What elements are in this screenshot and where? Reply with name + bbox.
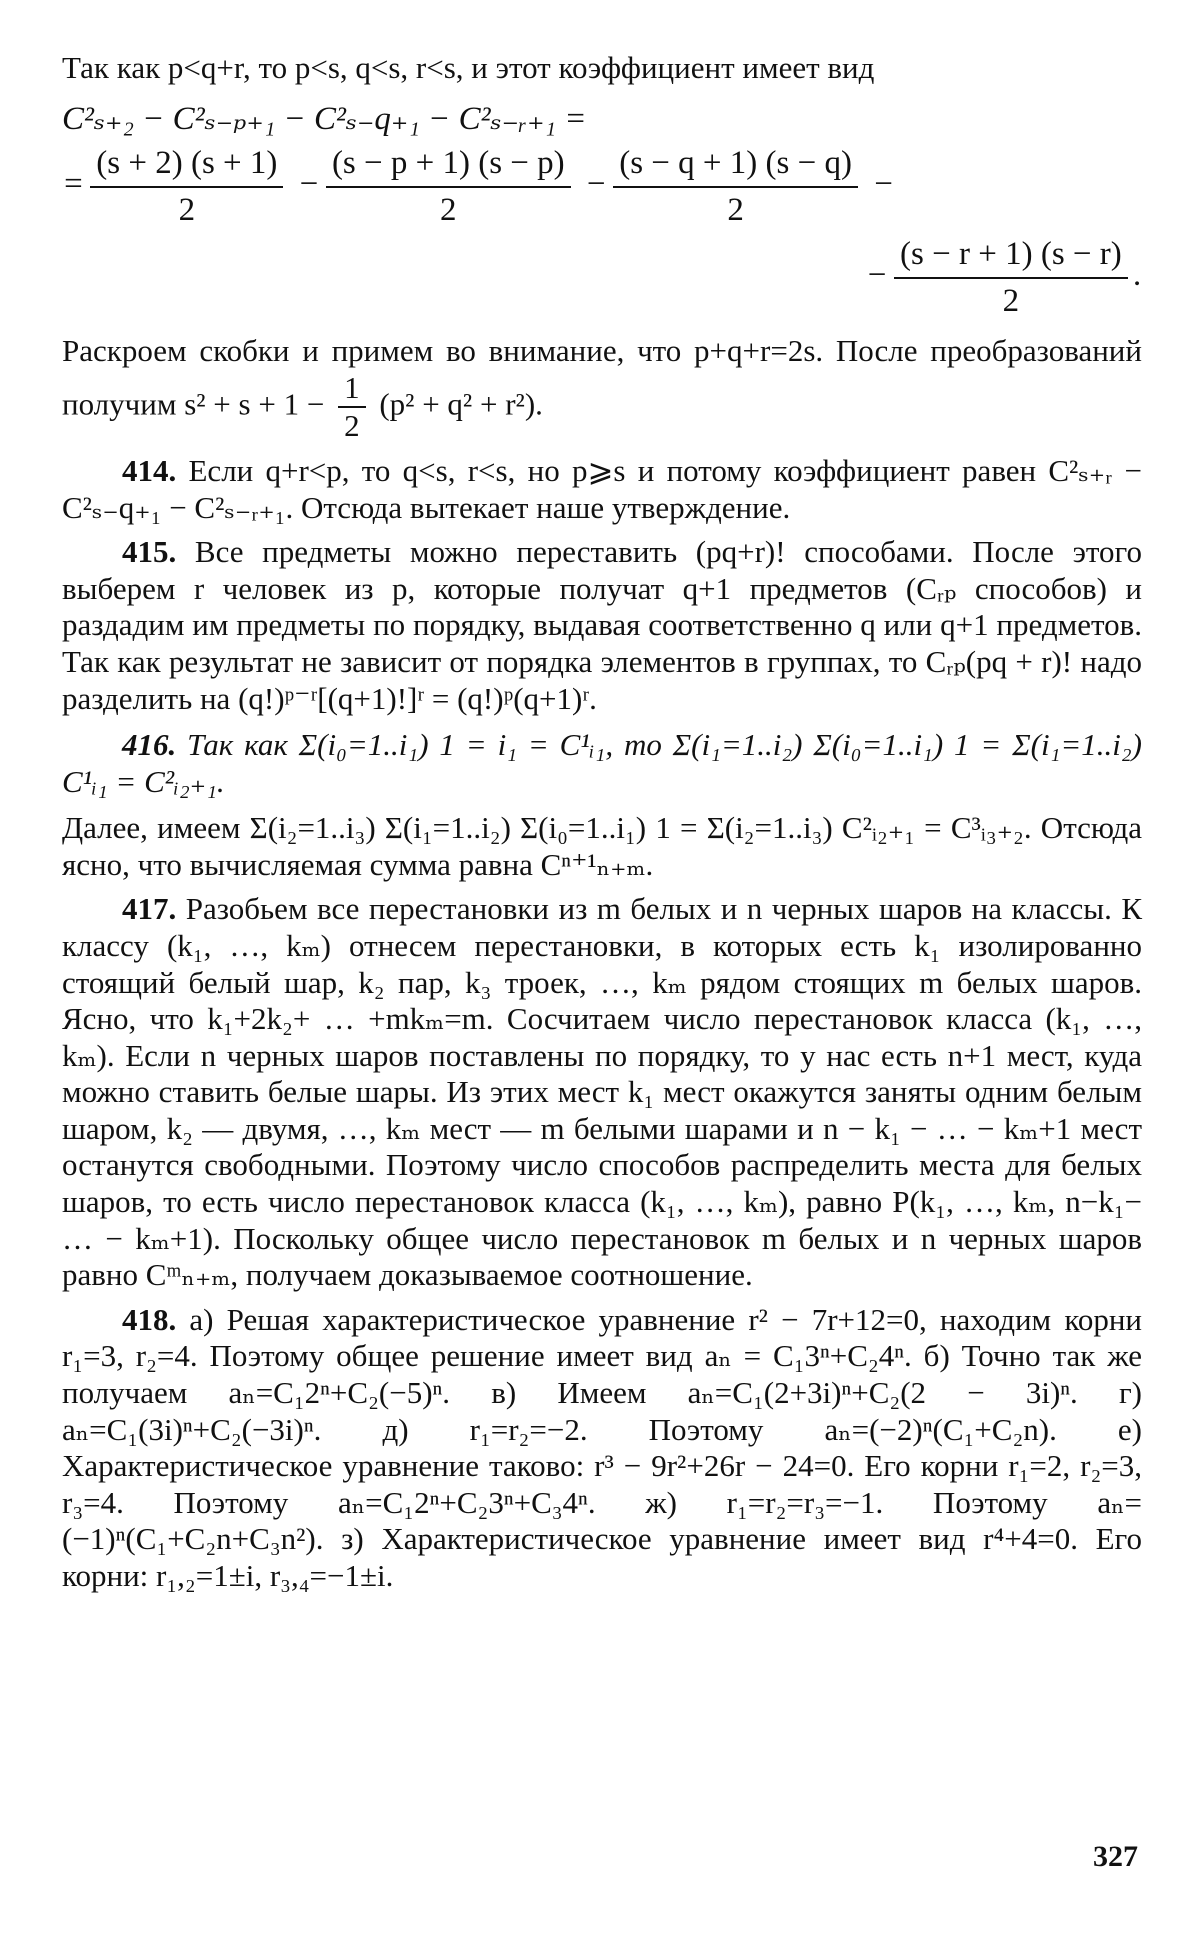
fraction-term-1: $\frac{(s + 2) (s + 1)}{2}$	[90, 141, 283, 232]
formula-line-3: − $\frac{(s - r + 1) (s - r)}{2}$ .	[62, 232, 1142, 323]
fraction-term-4: $\frac{(s - r + 1) (s - r)}{2}$	[894, 232, 1128, 323]
fraction-term-3: $\frac{(s - q + 1) (s - q)}{2}$	[613, 141, 858, 232]
formula-line-2: = $\frac{(s + 2) (s + 1)}{2}$ − $\frac{(s - p + 1) (s - p)}{2}$ − $\frac{(s - q + 1) (s - q)}{2}$ −	[62, 141, 1142, 232]
problem-418: 418. а) Решая характеристическое уравнение r² − 7r+12=0, находим корни r₁=3, r₂=4. Поэтому общее решение имеет вид aₙ = C₁3ⁿ+C₂4ⁿ. б) Точно так же получаем aₙ=C₁2ⁿ+C₂(−5)ⁿ. в) Имеем aₙ=C₁(2+3i)ⁿ+C₂(2 − 3i)ⁿ. г) aₙ=C₁(3i)ⁿ+C₂(−3i)ⁿ. д) r₁=r₂=−2. Поэтому aₙ=(−2)ⁿ(C₁+C₂n). е) Характеристическое уравнение таково: r³ − 9r²+26r − 24=0. Его корни r₁=2, r₂=3, r₃=4. Поэтому aₙ=C₁2ⁿ+C₂3ⁿ+C₃4ⁿ. ж) r₁=r₂=r₃=−1. Поэтому aₙ=(−1)ⁿ(C₁+C₂n+C₃n²). з) Характеристическое уравнение имеет вид r⁴+4=0. Его корни: r₁,₂=1±i, r₃,₄=−1±i.	[62, 1301, 1142, 1593]
problem-417: 417. Разобьем все перестановки из m белых и n черных шаров на классы. К классу (k₁, …, kₘ) отнесем перестановки, в которых есть k₁ изолированно стоящий белый шар, k₂ пар, k₃ троек, …, kₘ рядом стоящих m белых шаров. Ясно, что k₁+2k₂+ … +mkₘ=m. Сосчитаем число перестановок класса (k₁, …, kₘ). Если n черных шаров поставлены по порядку, то у нас есть n+1 мест, куда можно ставить белые шары. Из этих мест k₁ мест окажутся заняты одним белым шаром, k₂ — двумя, …, kₘ мест — m белыми шарами и n − k₁ − … − kₘ+1 мест останутся свободными. Поэтому число способов распределить места для белых шаров, то есть число перестановок класса (k₁, …, kₘ), равно P(k₁, …, kₘ, n−k₁− … − kₘ+1). Поскольку общее число перестановок m белых и n черных шаров равно Cᵐₙ₊ₘ, получаем доказываемое соотношение.	[62, 891, 1142, 1293]
formula-binomial-coefficient	[62, 97, 1142, 324]
problem-414: 414. Если q+r<p, то q<s, r<s, но p⩾s и потому коэффициент равен C²ₛ₊ᵣ − C²ₛ₋q₊₁ − C²ₛ₋ᵣ₊₁. Отсюда вытекает наше утверждение.	[62, 453, 1142, 525]
problem-number: 414.	[122, 453, 177, 489]
problem-number: 417.	[122, 891, 177, 927]
problem-number: 418.	[122, 1301, 177, 1337]
problem-416-line-2: Далее, имеем Σ(i₂=1..i₃) Σ(i₁=1..i₂) Σ(i₀=1..i₁) 1 = Σ(i₂=1..i₃) C²ᵢ₂₊₁ = C³ᵢ₃₊₂. Отсюда ясно, что вычисляемая сумма равна Cⁿ⁺¹ₙ₊ₘ.	[62, 810, 1142, 882]
fraction-term-2: $\frac{(s - p + 1) (s - p)}{2}$	[326, 141, 571, 232]
problem-416-line-1: 416. Так как Σ(i₀=1..i₁) 1 = i₁ = C¹ᵢ₁, то Σ(i₁=1..i₂) Σ(i₀=1..i₁) 1 = Σ(i₁=1..i₂) C¹ᵢ₁ = C²ᵢ₂₊₁.	[62, 727, 1142, 799]
page-number: 327	[1093, 1840, 1138, 1873]
formula-line-1: C²ₛ₊₂ − C²ₛ₋ₚ₊₁ − C²ₛ₋q₊₁ − C²ₛ₋ᵣ₊₁ =	[62, 100, 587, 137]
paragraph-expand: Раскроем скобки и примем во внимание, что p+q+r=2s. После преобразований получим s² + s + 1 − $\frac{1}{2}$ (p² + q² + r²).	[62, 333, 1142, 444]
problem-415: 415. Все предметы можно переставить (pq+r)! способами. После этого выберем r человек из p, которые получат q+1 предметов (Cᵣₚ способов) и раздадим им предметы по порядку, выдавая соответственно q или q+1 предметов. Так как результат не зависит от порядка элементов в группах, то Cᵣₚ(pq + r)! надо разделить на (q!)ᵖ⁻ʳ[(q+1)!]ʳ = (q!)ᵖ(q+1)ʳ.	[62, 534, 1142, 716]
paragraph-intro: Так как p<q+r, то p<s, q<s, r<s, и этот коэффициент имеет вид	[62, 50, 875, 85]
problem-number: 416.	[122, 727, 177, 763]
page-body	[62, 50, 1142, 1594]
fraction-half: $\frac{1}{2}$	[338, 370, 366, 445]
problem-number: 415.	[122, 534, 177, 570]
